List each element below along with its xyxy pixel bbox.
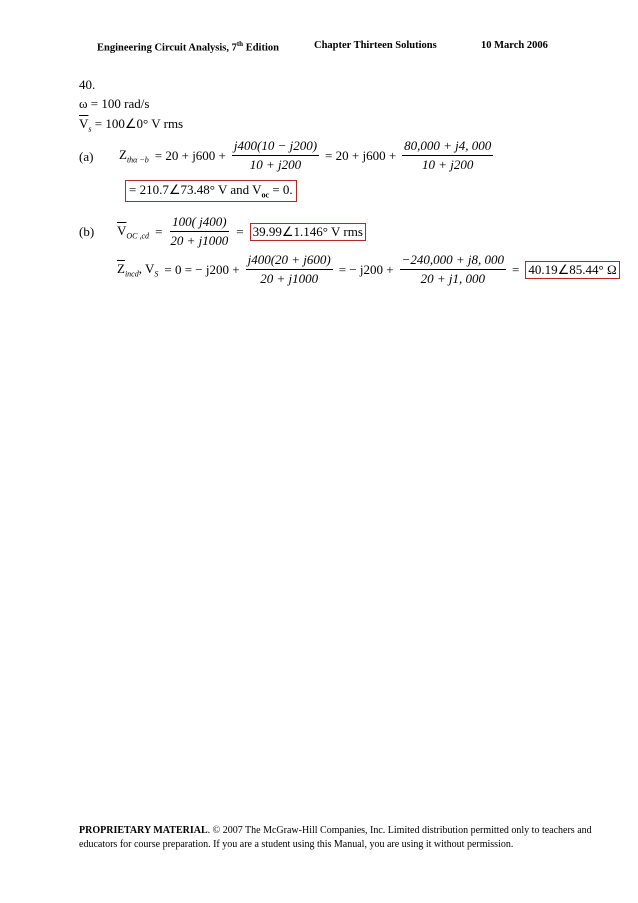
omega-line: ω = 100 rad/s: [79, 96, 150, 111]
part-a-label: (a): [79, 149, 94, 164]
header-book-title: Engineering Circuit Analysis, 7th Edition: [97, 40, 279, 54]
problem-number: 40.: [79, 77, 96, 92]
voc-symbol: $\overline{V}_{OC ,cd}$: [117, 222, 150, 241]
z-fraction2: $\frac{-240,000 + j8, 000}{20 + j1, 000}$: [401, 252, 505, 286]
voc-result: 39.99∠1.146° V rms: [250, 223, 366, 241]
footer-copyright: PROPRIETARY MATERIAL. © 2007 The McGraw-Hill Companies, Inc. Limited distribution permitted only to teachers and educators for course preparation. If you are a student using this Manual, you are using it without permission.: [79, 825, 592, 850]
vs-line: $\overline{V}_s$ = 100∠0° V rms: [79, 116, 184, 134]
header-date: 10 March 2006: [481, 40, 548, 51]
header-chapter: Chapter Thirteen Solutions: [314, 40, 437, 51]
part-a-result: = 210.7∠73.48° V and $V_{oc} = 0$.: [125, 180, 297, 202]
z-th-symbol: $Z_{th\alpha -b}$: [119, 146, 149, 165]
part-b-voc-equation: $\overline{V}_{OC ,cd}$ = $\frac{100( j400)}{20 + j1000}$ = 39.99∠1.146° V rms: [117, 214, 366, 249]
part-a-term2: = 20 + j600 +: [325, 147, 397, 163]
z-incd-symbol: $\overline{Z}_{incd}$, $V_S$: [117, 260, 159, 279]
z-fraction1: $\frac{j400(20 + j600)}{20 + j1000}$: [247, 252, 331, 286]
part-b-term2: = − j200 +: [338, 261, 394, 277]
part-b-label: (b): [79, 224, 95, 239]
part-a-term1: = 20 + j600 +: [154, 147, 226, 163]
part-b-term1: = 0 = − j200 +: [164, 261, 240, 277]
part-a-fraction1: $\frac{j400(10 - j200)}{10 + j200}$: [233, 138, 318, 172]
part-a-fraction2: $\frac{80,000 + j4, 000}{10 + j200}$: [404, 138, 492, 172]
voc-fraction: $\frac{100( j400)}{20 + j1000}$: [170, 214, 229, 248]
part-b-z-equation: $\overline{Z}_{incd}$, $V_S$ = 0 = − j200 + $\frac{j400(20 + j600)}{20 + j1000}$ = − j200 + $\frac{-240,000 + j8, 000}{20 + j1, 000}$ = 40.19∠85.44° Ω: [117, 252, 620, 287]
z-result: 40.19∠85.44° Ω: [525, 261, 619, 279]
part-a-equation: [119, 138, 493, 173]
